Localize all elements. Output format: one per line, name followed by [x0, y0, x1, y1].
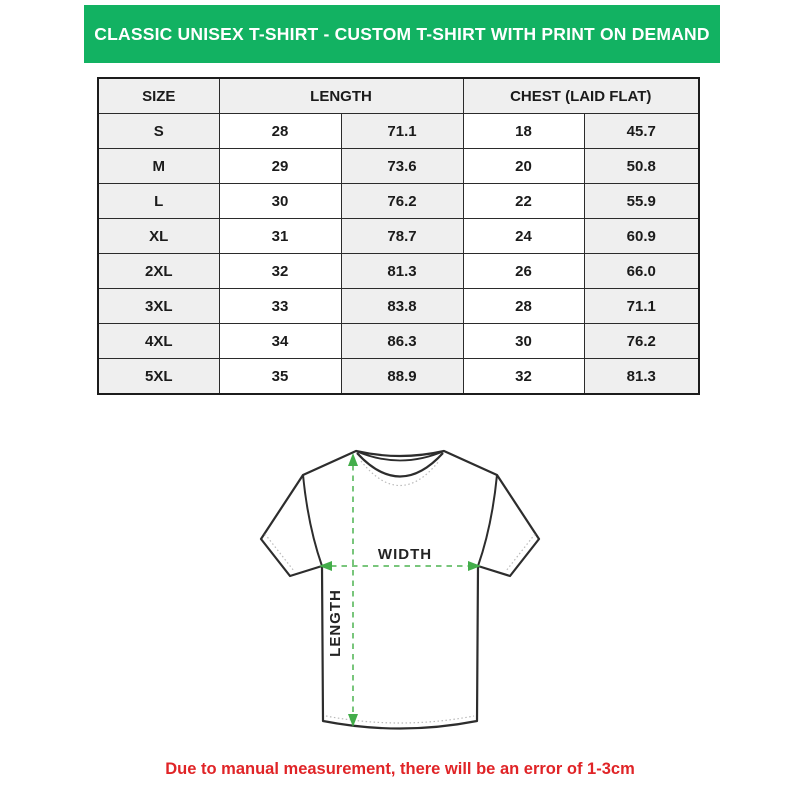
table-row — [98, 219, 699, 254]
cell-size: S — [98, 114, 219, 149]
table-row — [98, 149, 699, 184]
cell-chest-in: 26 — [463, 254, 584, 289]
measurement-disclaimer: Due to manual measurement, there will be an error of 1-3cm — [165, 760, 635, 778]
cell-length-cm: 81.3 — [341, 254, 463, 289]
header-row — [98, 78, 699, 114]
cell-length-cm: 88.9 — [341, 359, 463, 395]
cell-length-in: 35 — [219, 359, 341, 395]
cell-size: L — [98, 184, 219, 219]
cell-chest-cm: 55.9 — [584, 184, 699, 219]
cell-chest-in: 30 — [463, 324, 584, 359]
cell-size: M — [98, 149, 219, 184]
cell-size: 3XL — [98, 289, 219, 324]
cell-length-in: 29 — [219, 149, 341, 184]
cell-chest-cm: 45.7 — [584, 114, 699, 149]
cell-length-cm: 83.8 — [341, 289, 463, 324]
table-row — [98, 184, 699, 219]
cell-size: 2XL — [98, 254, 219, 289]
cell-length-cm: 78.7 — [341, 219, 463, 254]
cell-length-cm: 86.3 — [341, 324, 463, 359]
cell-chest-in: 24 — [463, 219, 584, 254]
tshirt-measurement-diagram — [252, 433, 548, 745]
tshirt-outline — [261, 451, 539, 729]
cell-chest-cm: 60.9 — [584, 219, 699, 254]
cell-chest-cm: 81.3 — [584, 359, 699, 395]
cell-chest-in: 18 — [463, 114, 584, 149]
cell-chest-cm: 71.1 — [584, 289, 699, 324]
table-row — [98, 324, 699, 359]
cell-length-cm: 76.2 — [341, 184, 463, 219]
cell-length-in: 30 — [219, 184, 341, 219]
cell-length-in: 28 — [219, 114, 341, 149]
cell-size: 5XL — [98, 359, 219, 395]
cell-length-in: 31 — [219, 219, 341, 254]
cell-chest-in: 20 — [463, 149, 584, 184]
table-row — [98, 359, 699, 395]
cell-length-in: 33 — [219, 289, 341, 324]
size-chart-section — [97, 77, 700, 395]
cell-chest-cm: 50.8 — [584, 149, 699, 184]
cell-chest-in: 28 — [463, 289, 584, 324]
column-header-chest: CHEST (LAID FLAT) — [463, 78, 699, 114]
cell-chest-in: 22 — [463, 184, 584, 219]
column-header-length: LENGTH — [219, 78, 463, 114]
cell-chest-cm: 66.0 — [584, 254, 699, 289]
length-label: LENGTH — [327, 589, 344, 657]
table-row — [98, 254, 699, 289]
cell-size: XL — [98, 219, 219, 254]
cell-chest-in: 32 — [463, 359, 584, 395]
cell-length-in: 32 — [219, 254, 341, 289]
column-header-size: SIZE — [98, 78, 219, 114]
size-chart-table — [97, 77, 700, 395]
cell-length-cm: 73.6 — [341, 149, 463, 184]
cell-size: 4XL — [98, 324, 219, 359]
title-banner — [84, 5, 720, 63]
cell-chest-cm: 76.2 — [584, 324, 699, 359]
page-title: CLASSIC UNISEX T-SHIRT - CUSTOM T-SHIRT WITH PRINT ON DEMAND — [94, 23, 710, 44]
table-row — [98, 114, 699, 149]
cell-length-in: 34 — [219, 324, 341, 359]
table-row — [98, 289, 699, 324]
cell-length-cm: 71.1 — [341, 114, 463, 149]
width-label: WIDTH — [377, 546, 433, 563]
